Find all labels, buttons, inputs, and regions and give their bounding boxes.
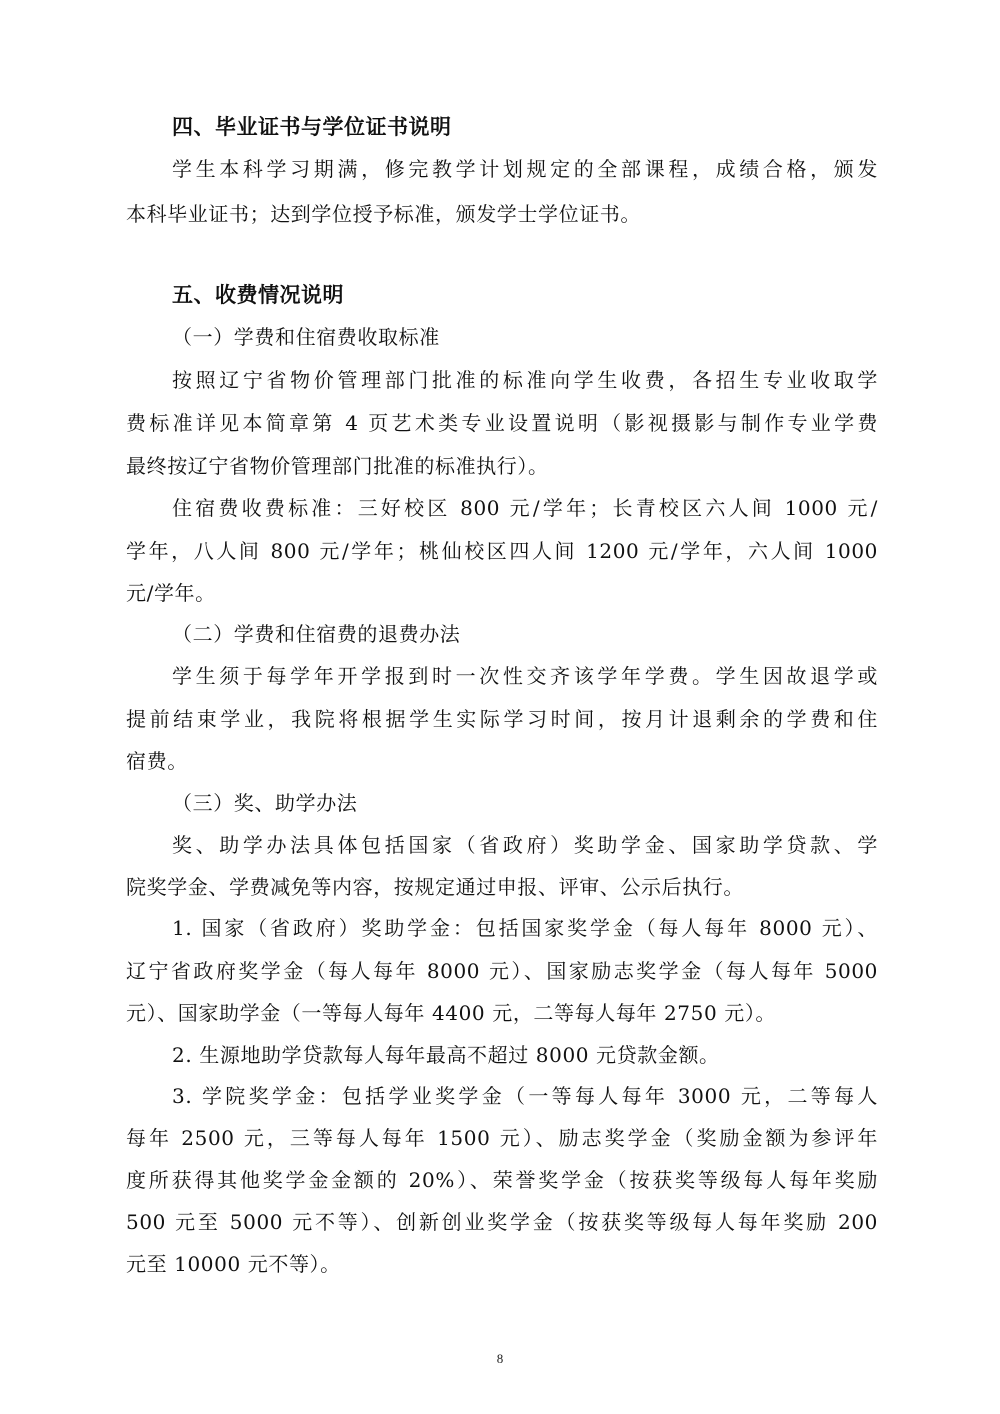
section-five-title: 五、收费情况说明 [172,283,344,307]
paragraph-line: 最终按辽宁省物价管理部门批准的标准执行）。 [126,454,549,478]
paragraph-line: 500 元至 5000 元不等）、创新创业奖学金（按获奖等级每人每年奖励 200 [126,1210,878,1234]
paragraph-line: 1. 国家（省政府）奖助学金：包括国家奖学金（每人每年 8000 元）、 [172,916,878,940]
paragraph-line: 住宿费收费标准：三好校区 800 元/学年；长青校区六人间 1000 元/ [172,496,878,520]
paragraph-line: 宿费。 [126,749,188,773]
paragraph-line: 元/学年。 [126,581,216,605]
paragraph-line: 费标准详见本简章第 4 页艺术类专业设置说明（影视摄影与制作专业学费 [126,411,878,435]
paragraph-line: 辽宁省政府奖学金（每人每年 8000 元）、国家励志奖学金（每人每年 5000 [126,959,878,983]
paragraph-line: 学生本科学习期满，修完教学计划规定的全部课程，成绩合格，颁发 [172,157,878,181]
paragraph-line: 学生须于每学年开学报到时一次性交齐该学年学费。学生因故退学或 [172,664,878,688]
subsection-title: （二）学费和住宿费的退费办法 [172,622,461,646]
paragraph-line: 元至 10000 元不等）。 [126,1252,341,1276]
paragraph-line: 学年，八人间 800 元/学年；桃仙校区四人间 1200 元/学年，六人间 1000 [126,539,878,563]
paragraph-line: 奖、助学办法具体包括国家（省政府）奖助学金、国家助学贷款、学 [172,833,878,857]
paragraph-line: 提前结束学业，我院将根据学生实际学习时间，按月计退剩余的学费和住 [126,707,878,731]
paragraph-line: 按照辽宁省物价管理部门批准的标准向学生收费，各招生专业收取学 [172,368,878,392]
subsection-title: （三）奖、助学办法 [172,791,358,815]
page-number: 8 [496,1351,504,1366]
paragraph-line: 本科毕业证书；达到学位授予标准，颁发学士学位证书。 [126,202,641,226]
subsection-title: （一）学费和住宿费收取标准 [172,325,440,349]
paragraph-line: 2. 生源地助学贷款每人每年最高不超过 8000 元贷款金额。 [172,1043,720,1067]
paragraph-line: 3. 学院奖学金：包括学业奖学金（一等每人每年 3000 元，二等每人 [172,1084,878,1108]
section-four-title: 四、毕业证书与学位证书说明 [172,115,452,139]
paragraph-line: 每年 2500 元，三等每人每年 1500 元）、励志奖学金（奖励金额为参评年 [126,1126,878,1150]
paragraph-line: 院奖学金、学费减免等内容，按规定通过申报、评审、公示后执行。 [126,875,744,899]
paragraph-line: 度所获得其他奖学金金额的 20%）、荣誉奖学金（按获奖等级每人每年奖励 [126,1168,878,1192]
paragraph-line: 元）、国家助学金（一等每人每年 4400 元，二等每人每年 2750 元）。 [126,1001,777,1025]
